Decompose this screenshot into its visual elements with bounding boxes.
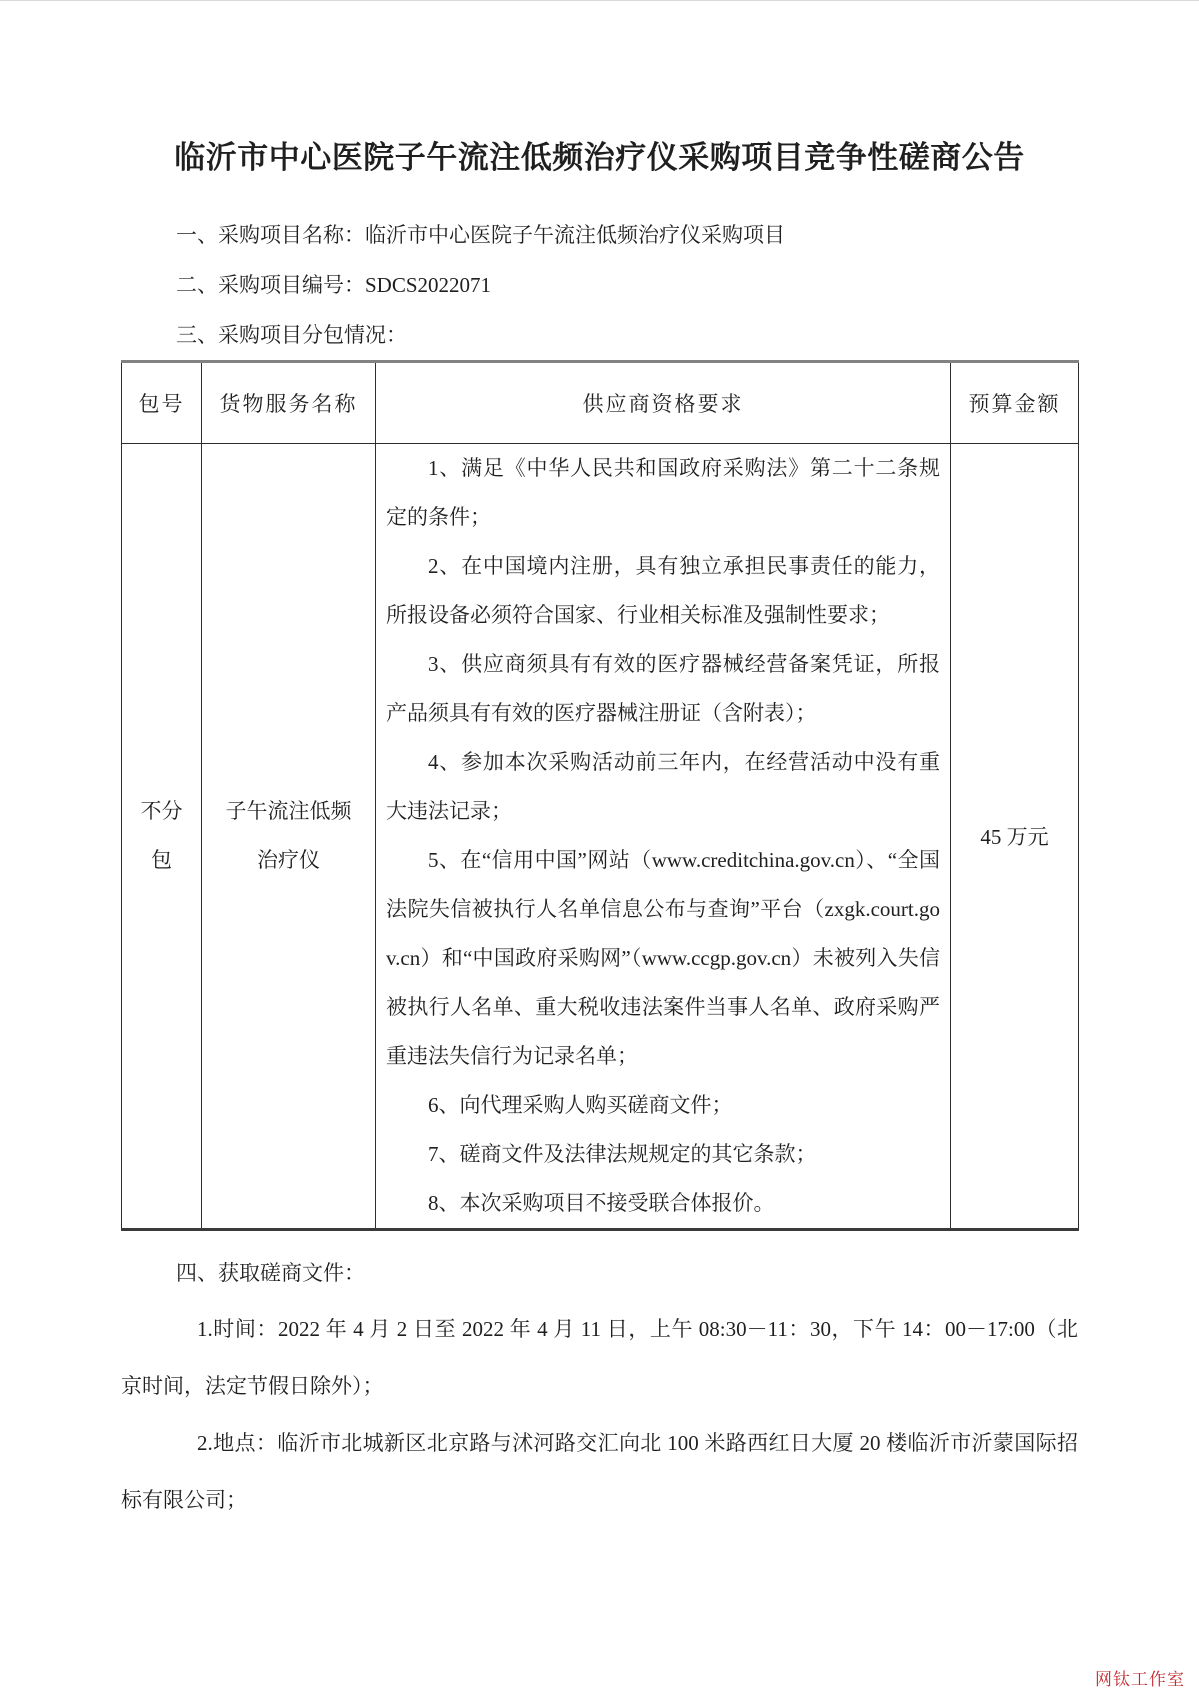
page-title: 临沂市中心医院子午流注低频治疗仪采购项目竞争性磋商公告 (174, 140, 1025, 175)
intro-item-project-name: 一、采购项目名称：临沂市中心医院子午流注低频治疗仪采购项目 (176, 223, 785, 247)
column-header-supplier-requirements: 供应商资格要求 (376, 362, 951, 444)
column-header-goods-service-name: 货物服务名称 (202, 362, 376, 444)
table-row (122, 444, 1079, 1230)
obtain-documents-time-paragraph: 1.时间：2022 年 4 月 2 日至 2022 年 4 月 11 日，上午 08:30－11：30，下午 14：00－17:00（北京时间，法定节假日除外）； (121, 1317, 1078, 1398)
obtain-documents-location-paragraph: 2.地点：临沂市北城新区北京路与沭河路交汇向北 100 米路西红日大厦 20 楼临沂市沂蒙国际招标有限公司； (121, 1431, 1078, 1512)
requirement-item-2: 2、在中国境内注册，具有独立承担民事责任的能力，所报设备必须符合国家、行业相关标准及强制性要求； (386, 554, 940, 627)
requirement-item-1: 1、满足《中华人民共和国政府采购法》第二十二条规定的条件； (386, 456, 940, 529)
requirement-item-4: 4、参加本次采购活动前三年内，在经营活动中没有重大违法记录； (386, 750, 940, 823)
section-heading-obtain-documents: 四、获取磋商文件： (176, 1261, 365, 1285)
intro-item-packaging-status: 三、采购项目分包情况： (176, 323, 407, 347)
package-no-text: 不分包 (140, 799, 183, 872)
requirement-item-5: 5、在“信用中国”网站（www.creditchina.gov.cn）、“全国法院失信被执行人名单信息公布与查询”平台（zxgk.court.gov.cn）和“中国政府采购网”（www.ccgp.gov.cn）未被列入失信被执行人名单、重大税收违法案件当事人名单、政府采购严重违法失信行为记录名单； (386, 848, 940, 1068)
intro-section (121, 210, 1078, 360)
cell-goods-service-name (202, 444, 376, 1230)
cell-budget: 45 万元 (951, 444, 1079, 1230)
intro-item-project-number: 二、采购项目编号：SDCS2022071 (176, 273, 492, 297)
watermark: 网钛工作室 (1095, 1670, 1185, 1689)
requirement-item-8: 8、本次采购项目不接受联合体报价。 (428, 1191, 775, 1215)
column-header-package-no: 包号 (122, 362, 202, 444)
requirement-item-7: 7、磋商文件及法律法规规定的其它条款； (428, 1142, 817, 1166)
cell-package-no (122, 444, 202, 1230)
column-header-budget: 预算金额 (951, 362, 1079, 444)
goods-service-name-text: 子午流注低频治疗仪 (225, 799, 352, 872)
requirement-item-6: 6、向代理采购人购买磋商文件； (428, 1093, 733, 1117)
document-page (121, 0, 1078, 1529)
requirement-item-3: 3、供应商须具有有效的医疗器械经营备案凭证，所报产品须具有有效的医疗器械注册证（含附表）； (386, 652, 940, 725)
table-header-row (122, 362, 1079, 444)
cell-supplier-requirements (376, 444, 951, 1230)
packaging-table (121, 360, 1079, 1231)
